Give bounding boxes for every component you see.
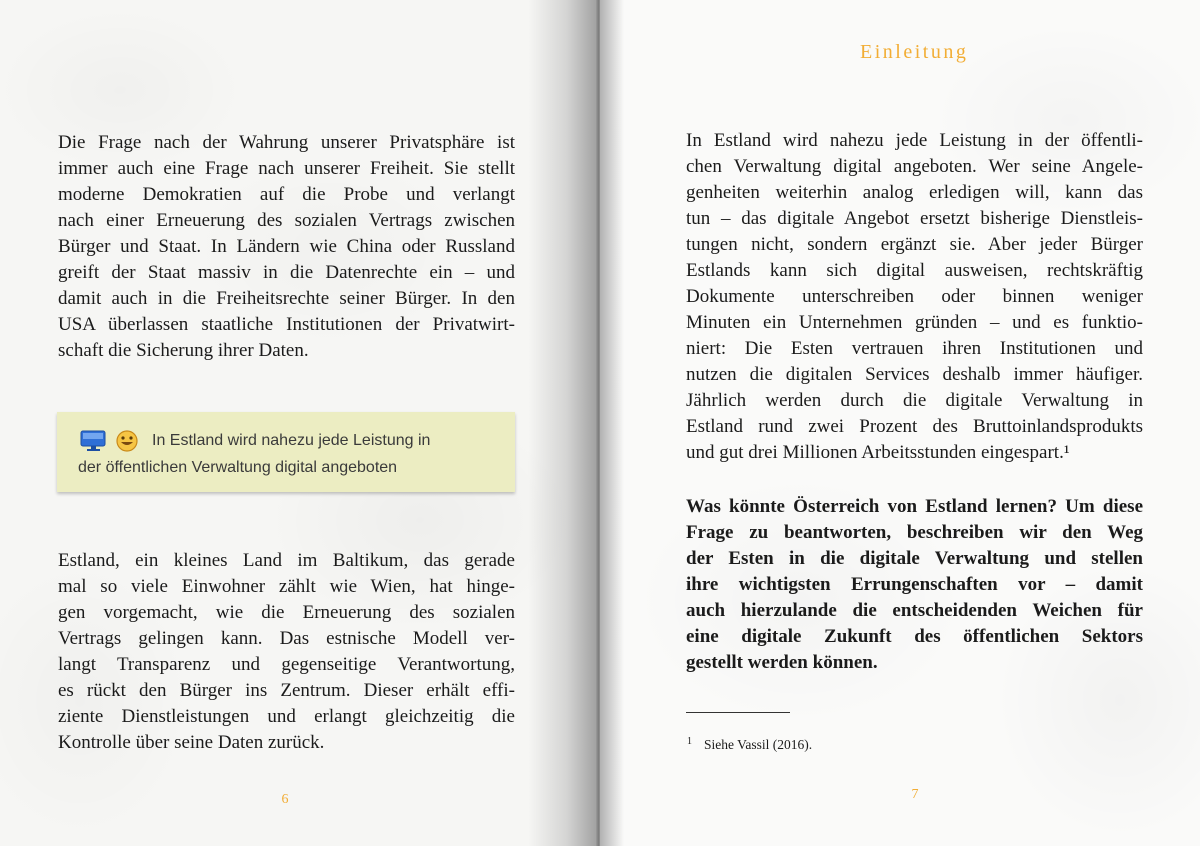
text-line: nutzen die digitalen Services deshalb immer häufiger.: [686, 364, 1143, 385]
text-line: genheiten weiterhin analog erledigen will, kann das: [686, 182, 1143, 203]
smiley-icon[interactable]: [113, 428, 141, 452]
text-line: Was könnte Österreich von Estland lernen? Um diese: [686, 496, 1143, 517]
paragraph-estonia-services: [686, 128, 1143, 466]
text-line: mal so viele Einwohner zählt wie Wien, hat hinge-: [58, 576, 515, 597]
running-header: Einleitung: [860, 41, 969, 63]
text-line: der Esten in die digitale Verwaltung und stellen: [686, 548, 1143, 569]
text-line: Vertrags gelingen kann. Das estnische Modell ver-: [58, 628, 515, 649]
paragraph-bold-question: [686, 494, 1143, 676]
text-line: Estlands kann sich digital ausweisen, rechtskräftig: [686, 260, 1143, 281]
highlight-annotation[interactable]: [57, 412, 515, 492]
text-line: auch hierzulande die entscheidenden Weichen für: [686, 600, 1143, 621]
gutter-shadow: [600, 0, 624, 846]
text-line: nach einer Erneuerung des sozialen Vertrags zwischen: [58, 210, 515, 231]
text-line: In Estland wird nahezu jede Leistung in der öffentli-: [686, 130, 1143, 151]
paragraph-estonia: [58, 548, 515, 756]
text-line: Dokumente unterschreiben oder binnen weniger: [686, 286, 1143, 307]
text-line: tun – das digitale Angebot ersetzt bisherige Dienstleis-: [686, 208, 1143, 229]
paragraph-privacy: [58, 130, 515, 364]
footnote-separator: [686, 712, 790, 713]
right-page: [600, 0, 1200, 846]
highlight-text-line: In Estland wird nahezu jede Leistung in: [152, 432, 431, 449]
text-line: Jährlich werden durch die digitale Verwaltung in: [686, 390, 1143, 411]
text-line: Bürger und Staat. In Ländern wie China oder Russland: [58, 236, 515, 257]
text-line: niert: Die Esten vertrauen ihren Institutionen und: [686, 338, 1143, 359]
page-number: 7: [911, 787, 919, 802]
text-line: damit auch in die Freiheitsrechte seiner Bürger. In den: [58, 288, 515, 309]
text-line: es rückt den Bürger ins Zentrum. Dieser erhält effi-: [58, 680, 515, 701]
monitor-icon[interactable]: [79, 428, 109, 452]
text-line: Minuten ein Unternehmen gründen – und es funktio-: [686, 312, 1143, 333]
page-number: 6: [281, 792, 289, 807]
left-page: [0, 0, 598, 846]
text-line: eine digitale Zukunft des öffentlichen Sektors: [686, 626, 1143, 647]
text-line: immer auch eine Frage nach unserer Freiheit. Sie stellt: [58, 158, 515, 179]
text-line: USA überlassen staatliche Institutionen der Privatwirt-: [58, 314, 515, 335]
footnote-text: Siehe Vassil (2016).: [704, 737, 813, 752]
annotation-icons: [79, 428, 141, 452]
text-line: Die Frage nach der Wahrung unserer Privatsphäre ist: [58, 132, 515, 153]
text-line: tungen nicht, sondern ergänzt sie. Aber jeder Bürger: [686, 234, 1143, 255]
text-line: Estland rund zwei Prozent des Bruttoinlandsprodukts: [686, 416, 1143, 437]
text-line: und gut drei Millionen Arbeitsstunden eingespart.¹: [686, 442, 1070, 463]
gutter-shadow: [528, 0, 598, 846]
text-line: chen Verwaltung digital angeboten. Wer seine Angele-: [686, 156, 1143, 177]
text-line: gestellt werden können.: [686, 652, 878, 673]
text-line: greift der Staat massiv in die Datenrechte ein – und: [58, 262, 515, 283]
text-line: ihre wichtigsten Errungenschaften vor – damit: [686, 574, 1143, 595]
text-line: ziente Dienstleistungen und erlangt gleichzeitig die: [58, 706, 515, 727]
footnote-number[interactable]: 1: [687, 736, 692, 747]
highlight-text-line: der öffentlichen Verwaltung digital angeboten: [78, 459, 398, 476]
text-line: langt Transparenz und gegenseitige Verantwortung,: [58, 654, 515, 675]
text-line: gen vorgemacht, wie die Erneuerung des sozialen: [58, 602, 515, 623]
text-line: Frage zu beantworten, beschreiben wir den Weg: [686, 522, 1143, 543]
text-line: Kontrolle über seine Daten zurück.: [58, 732, 325, 753]
text-line: moderne Demokratien auf die Probe und verlangt: [58, 184, 515, 205]
text-line: schaft die Sicherung ihrer Daten.: [58, 340, 309, 361]
text-line: Estland, ein kleines Land im Baltikum, das gerade: [58, 550, 515, 571]
